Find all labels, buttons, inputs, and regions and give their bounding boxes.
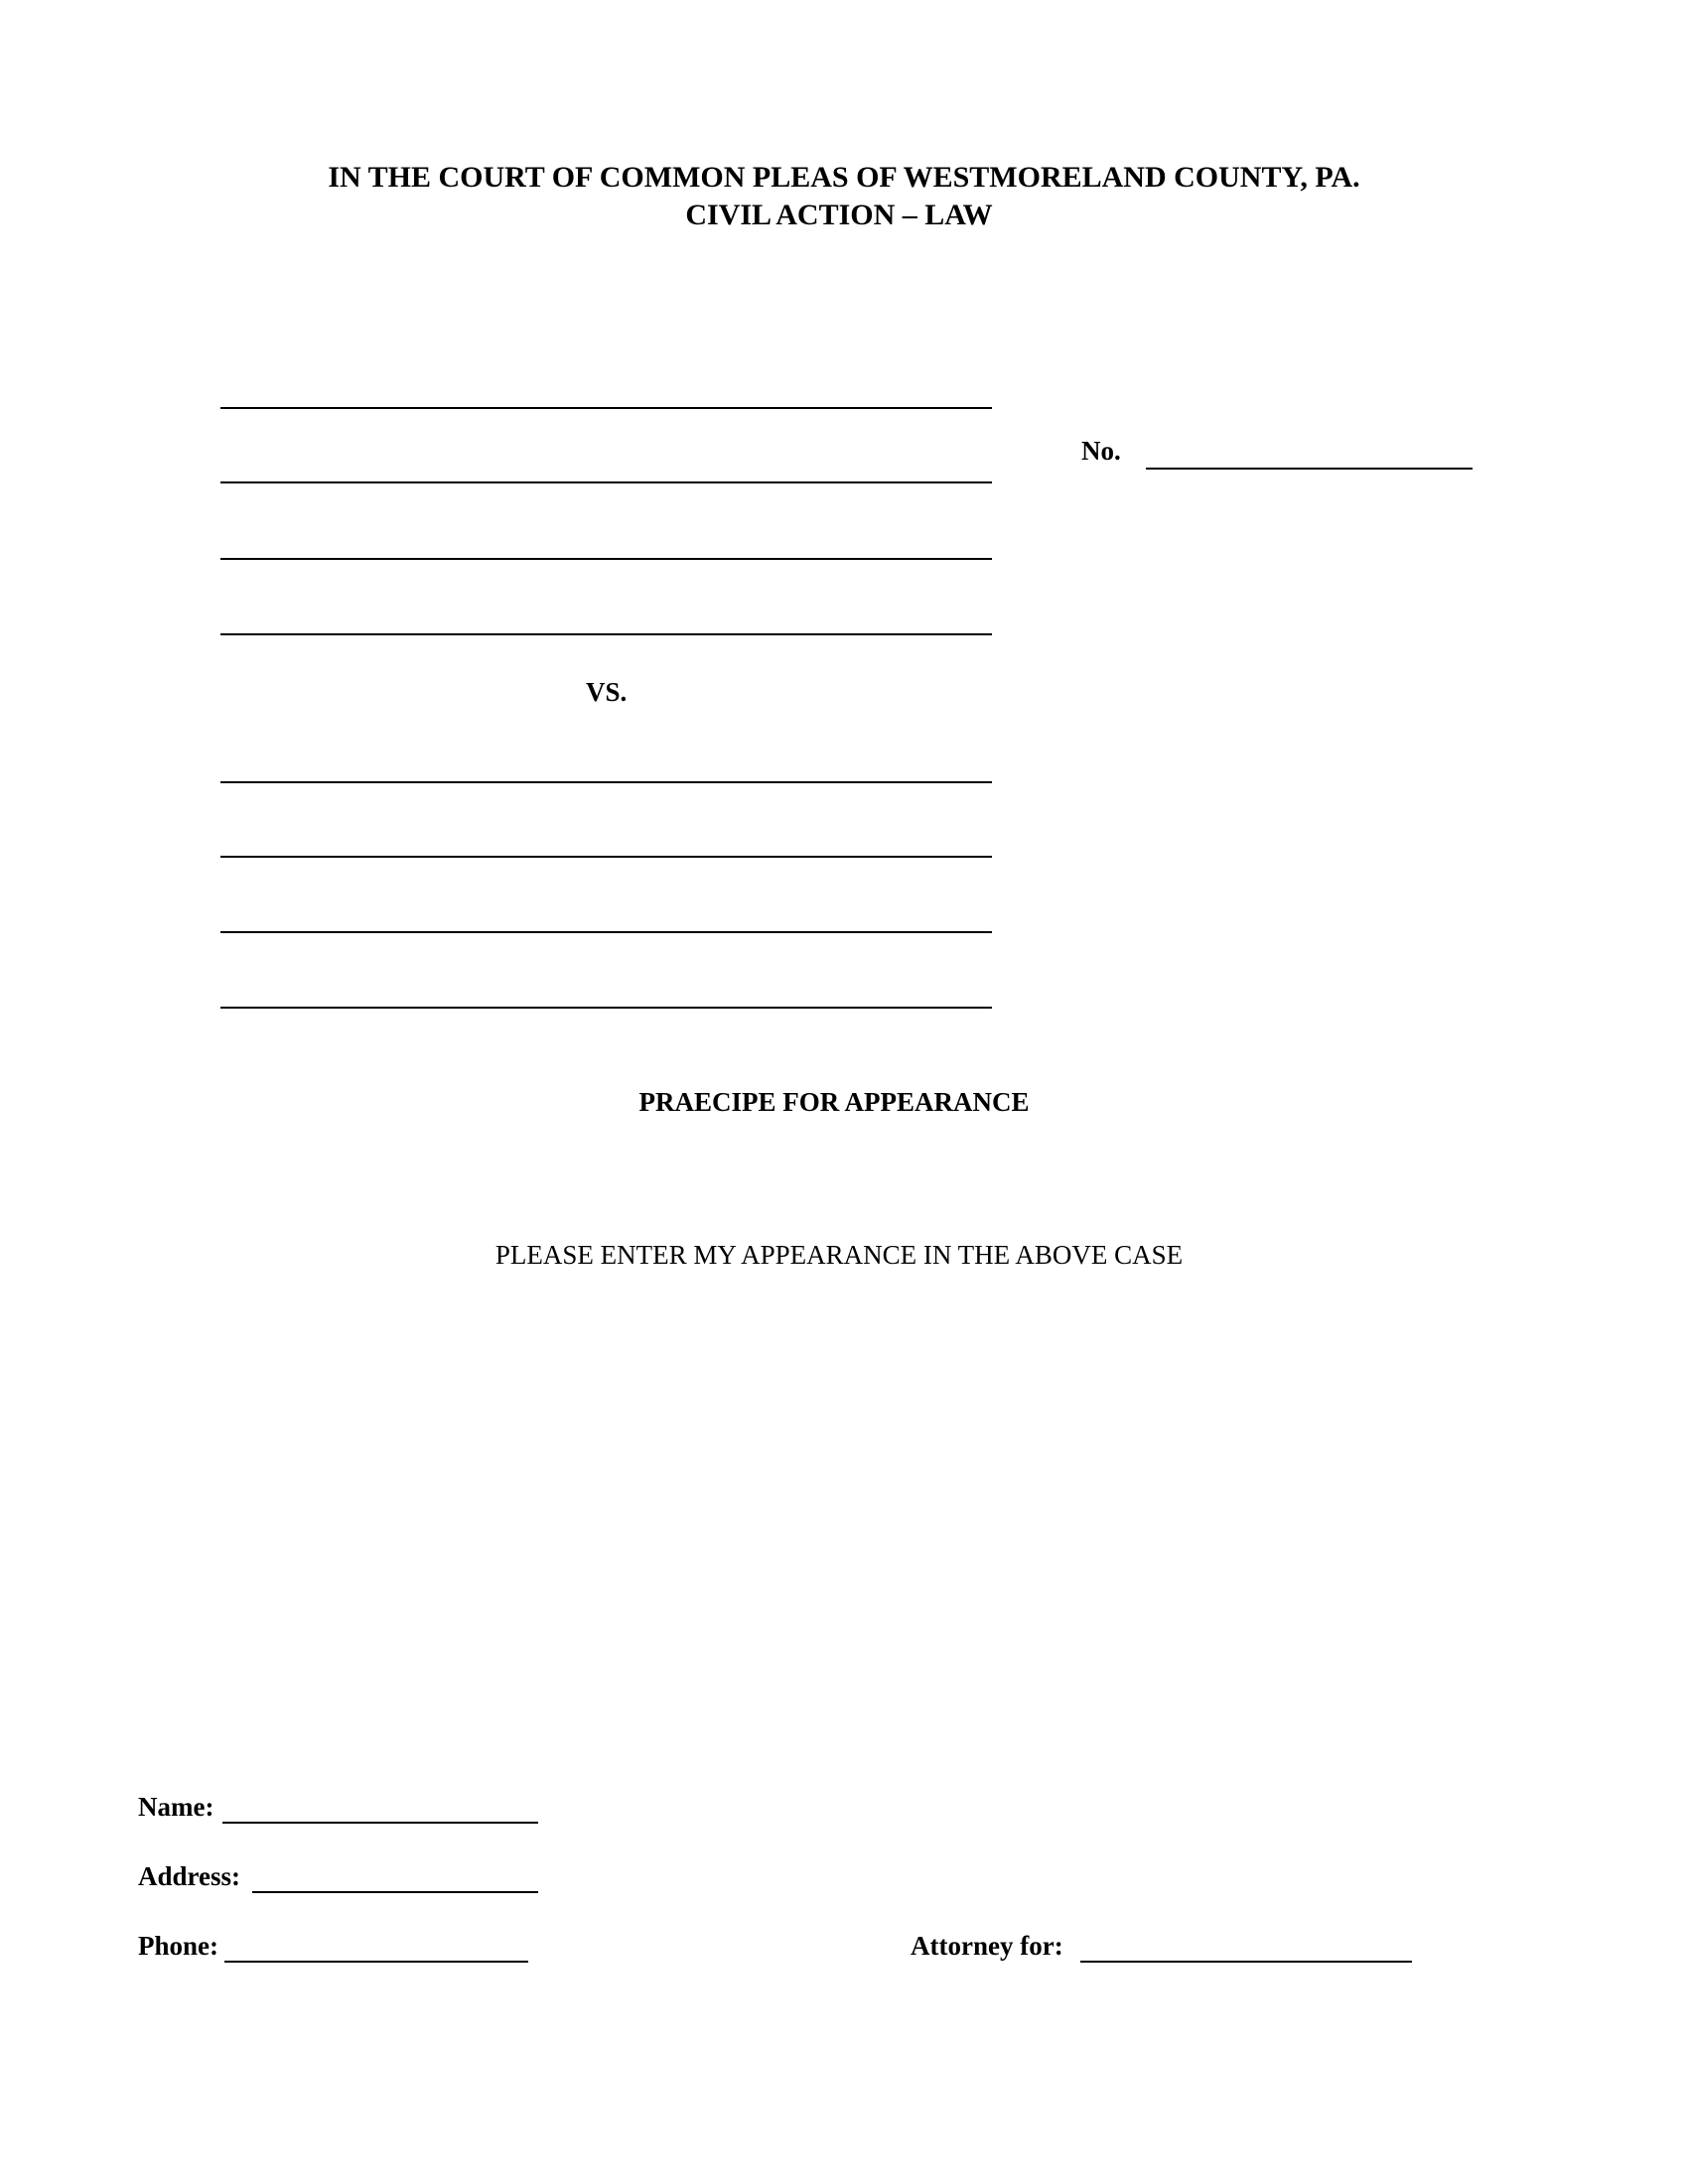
versus-label: VS. bbox=[586, 677, 628, 707]
defendant-line-4[interactable] bbox=[220, 1007, 992, 1009]
plaintiff-line-2[interactable] bbox=[220, 481, 992, 483]
document-title: PRAECIPE FOR APPEARANCE bbox=[638, 1087, 1030, 1117]
plaintiff-line-1[interactable] bbox=[220, 407, 992, 409]
address-label: Address: bbox=[138, 1861, 241, 1891]
defendant-line-1[interactable] bbox=[220, 781, 992, 783]
court-heading: IN THE COURT OF COMMON PLEAS OF WESTMORELAND COUNTY, PA. bbox=[328, 161, 1360, 194]
action-heading: CIVIL ACTION – LAW bbox=[685, 199, 993, 231]
defendant-line-2[interactable] bbox=[220, 856, 992, 858]
name-field[interactable] bbox=[222, 1822, 538, 1824]
phone-field[interactable] bbox=[224, 1961, 528, 1963]
address-field[interactable] bbox=[252, 1891, 538, 1893]
name-label: Name: bbox=[138, 1792, 214, 1822]
plaintiff-line-3[interactable] bbox=[220, 558, 992, 560]
appearance-statement: PLEASE ENTER MY APPEARANCE IN THE ABOVE CASE bbox=[494, 1240, 1184, 1270]
case-number-label: No. bbox=[1081, 436, 1121, 466]
attorney-for-field[interactable] bbox=[1080, 1961, 1412, 1963]
plaintiff-line-4[interactable] bbox=[220, 633, 992, 635]
attorney-for-label: Attorney for: bbox=[911, 1931, 1063, 1961]
case-number-field[interactable] bbox=[1146, 468, 1473, 470]
defendant-line-3[interactable] bbox=[220, 931, 992, 933]
phone-label: Phone: bbox=[138, 1931, 218, 1961]
